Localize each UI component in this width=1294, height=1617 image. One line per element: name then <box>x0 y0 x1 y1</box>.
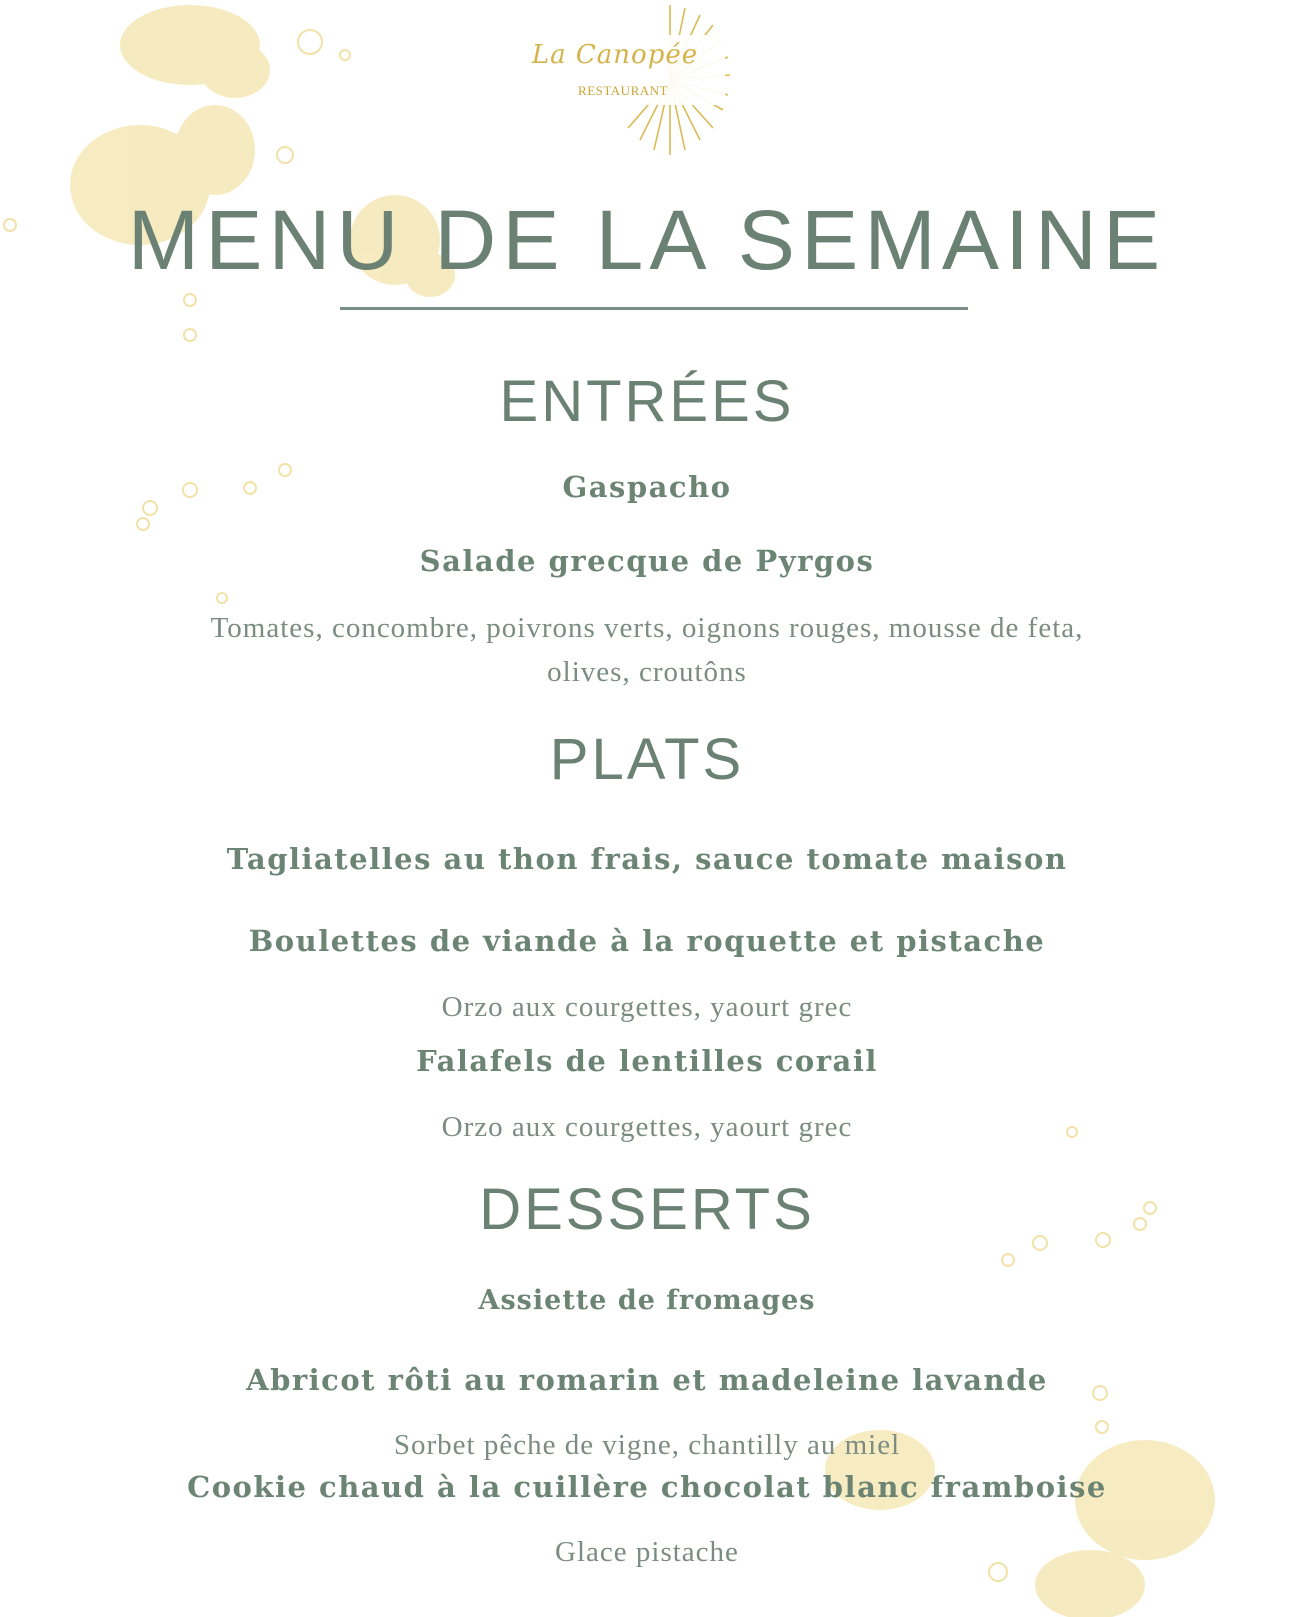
logo-script-name: La Canopée <box>531 40 699 70</box>
dish-description: Tomates, concombre, poivrons verts, oignons rouges, mousse de feta, <box>210 612 1084 644</box>
page-title: MENU DE LA SEMAINE <box>127 193 1167 287</box>
section-heading-plats: PLATS <box>549 727 745 792</box>
dish-description: Orzo aux courgettes, yaourt grec <box>441 1111 853 1143</box>
section-heading-entrees: ENTRÉES <box>499 369 795 434</box>
logo-subtitle: RESTAURANT <box>578 83 668 98</box>
title-underline <box>340 307 968 310</box>
section-heading-desserts: DESSERTS <box>479 1177 815 1242</box>
dish-assiette-fromages: Assiette de fromages <box>478 1285 816 1316</box>
dish-cookie: Cookie chaud à la cuillère chocolat blanc framboise <box>187 1470 1107 1504</box>
dish-falafels: Falafels de lentilles corail <box>416 1044 878 1078</box>
restaurant-logo <box>530 0 790 165</box>
dish-description: olives, croutôns <box>547 656 747 688</box>
dish-description: Sorbet pêche de vigne, chantilly au miel <box>393 1429 901 1461</box>
dish-gaspacho: Gaspacho <box>562 470 732 504</box>
dish-boulettes: Boulettes de viande à la roquette et pistache <box>248 924 1046 958</box>
dish-tagliatelles: Tagliatelles au thon frais, sauce tomate maison <box>226 842 1068 876</box>
dish-salade-grecque: Salade grecque de Pyrgos <box>419 544 875 578</box>
dish-description: Glace pistache <box>555 1536 739 1568</box>
dish-abricot: Abricot rôti au romarin et madeleine lavande <box>246 1363 1048 1397</box>
dish-description: Orzo aux courgettes, yaourt grec <box>441 991 853 1023</box>
